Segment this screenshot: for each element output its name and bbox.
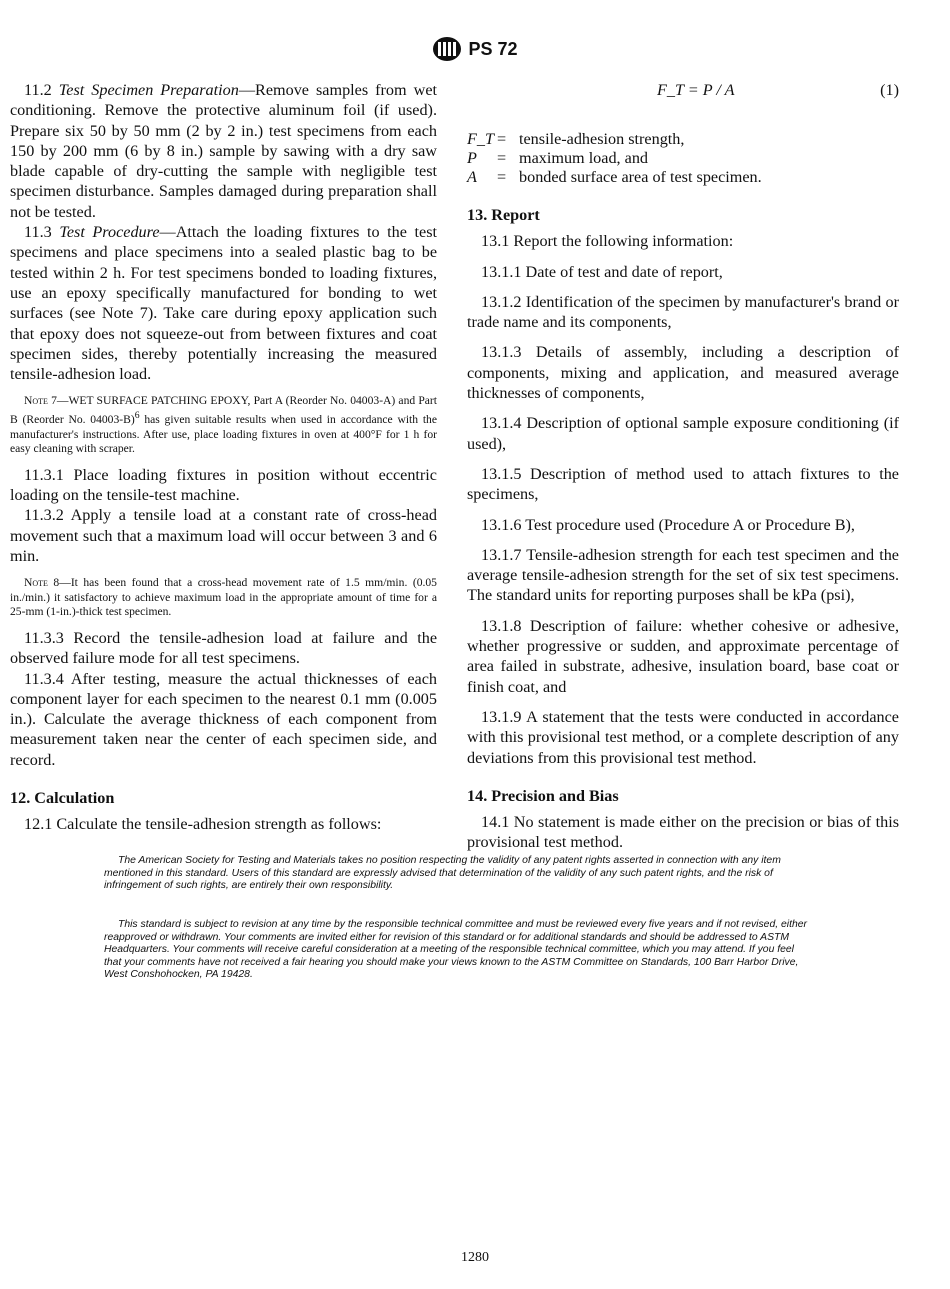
section-11-3: 11.3 Test Procedure—Attach the loading fixtures to the test specimens and place specimens into a sealed plastic bag to be tested within 2 h. For test specimens bonded to loading fixtures, use an epoxy specifically manufactured for bonding to wet surfaces (see Note 7). Take care during epoxy application such that epoxy does not squeeze-out from between fixtures and coat specimen sides, thereby potentially increasing the measured tensile-adhesion load. [10, 223, 437, 384]
section-13-item: 13.1.4 Description of optional sample exposure conditioning (if used), [467, 414, 899, 453]
definition-row: P = maximum load, and [467, 149, 649, 167]
section-11-2: 11.2 Test Specimen Preparation—Remove samples from wet conditioning. Remove the protective aluminum foil (if used). Prepare six 50 by 50 mm (2 by 2 in.) test specimens from each 150 by 200 mm (6 by 8 in.) sample by sawing with a dry saw blade capable of dry-cutting the sample with negligible test specimen disturbance. Samples damaged during preparation shall not be tested. [10, 81, 438, 221]
section-13-item: 13.1.7 Tensile-adhesion strength for each test specimen and the average tensile-adhesion strength for the set of six test specimens. The standard units for reporting purposes shall be kPa (psi), [467, 545, 899, 605]
right-column [467, 80, 899, 853]
section-13-item: 13.1.3 Details of assembly, including a description of components, mixing and application, and measured average thicknesses of components, [467, 343, 899, 403]
footer-patent-notice: The American Society for Testing and Materials takes no position respecting the validity of any patent rights asserted in connection with any item mentioned in this standard. Users of this standard are expressly advised that determination of the validity of any such patent rights, and the risk of infringement of such rights, are entirely their own responsibility. [104, 855, 781, 892]
footer-revision-notice: This standard is subject to revision at any time by the responsible technical committee and must be reviewed every five years and if not revised, either reapproved or withdrawn. Your comments are invited either for revision of this standard or for additional standards and should be addressed to ASTM Headquarters. Your comments will receive careful consideration at a meeting of the responsible technical committee, which you may attend. If you feel that your comments have not received a fair hearing you should make your views known to the ASTM Committee on Standards, 100 Barr Harbor Drive, West Conshohocken, PA 19428. [104, 919, 808, 981]
note-8: Note 8—It has been found that a cross-head movement rate of 1.5 mm/min. (0.05 in./min.) it satisfactory to achieve maximum load in the appropriate amount of time for a 25-mm (1-in.)-thick test specimen. [10, 576, 437, 619]
heading-calculation: 12. Calculation [10, 789, 115, 808]
page-number: 1280 [461, 1250, 489, 1265]
definition-row: F_T = tensile-adhesion strength, [467, 130, 685, 148]
section-12-1: 12.1 Calculate the tensile-adhesion strength as follows: [24, 815, 382, 834]
section-13-item: 13.1 Report the following information: [481, 232, 734, 251]
heading-report: 13. Report [467, 206, 540, 224]
left-column [10, 80, 437, 835]
heading-precision-bias: 14. Precision and Bias [467, 786, 619, 805]
section-11-3-1: 11.3.1 Place loading fixtures in position without eccentric loading on the tensile-test machine. [10, 465, 437, 504]
standard-designation: PS 72 [468, 38, 518, 59]
section-11-3-4: 11.3.4 After testing, measure the actual thicknesses of each component layer for each specimen to the nearest 0.1 mm (0.005 in.). Calculate the average thickness of each component from measurement taken near the center of each specimen side, and record. [10, 669, 437, 769]
section-13-item: 13.1.2 Identification of the specimen by manufacturer's brand or trade name and its components, [467, 292, 899, 332]
equation-formula: F_T = P / A [657, 81, 735, 99]
section-13-item: 13.1.1 Date of test and date of report, [481, 262, 723, 281]
equation-1 [467, 80, 899, 102]
section-13-item: 13.1.9 A statement that the tests were conducted in accordance with this provisional test method, or a complete description of any deviations from this provisional test method. [467, 707, 899, 767]
section-13-item: 13.1.8 Description of failure: whether cohesive or adhesive, whether progressive or sudden, and approximate percentage of area failed in substrate, adhesive, insulation board, base coat or finish coat, and [467, 616, 899, 696]
section-13-item: 13.1.5 Description of method used to attach fixtures to the specimens, [467, 464, 899, 504]
page-header [0, 36, 950, 62]
definition-row: A = bonded surface area of test specimen. [467, 168, 762, 186]
section-14-1: 14.1 No statement is made either on the precision or bias of this provisional test method. [467, 813, 899, 852]
section-11-3-2: 11.3.2 Apply a tensile load at a constant rate of cross-head movement such that a maximum load will occur between 3 and 6 min. [10, 506, 437, 565]
equation-number: (1) [880, 81, 899, 99]
note-7: Note 7—WET SURFACE PATCHING EPOXY, Part A (Reorder No. 04003-A) and Part B (Reorder No. 04003-B)$^6$ has given suitable results when used in accordance with the manufacturer's instructions. After use, place loading fixtures in oven at 400°F for 1 h for easy cleaning with scraper. [10, 394, 438, 456]
section-13-item: 13.1.6 Test procedure used (Procedure A or Procedure B), [481, 515, 855, 534]
astm-logo-icon [432, 36, 462, 62]
section-11-3-3: 11.3.3 Record the tensile-adhesion load at failure and the observed failure mode for all test specimens. [10, 628, 437, 668]
symbol-definitions [467, 130, 899, 187]
